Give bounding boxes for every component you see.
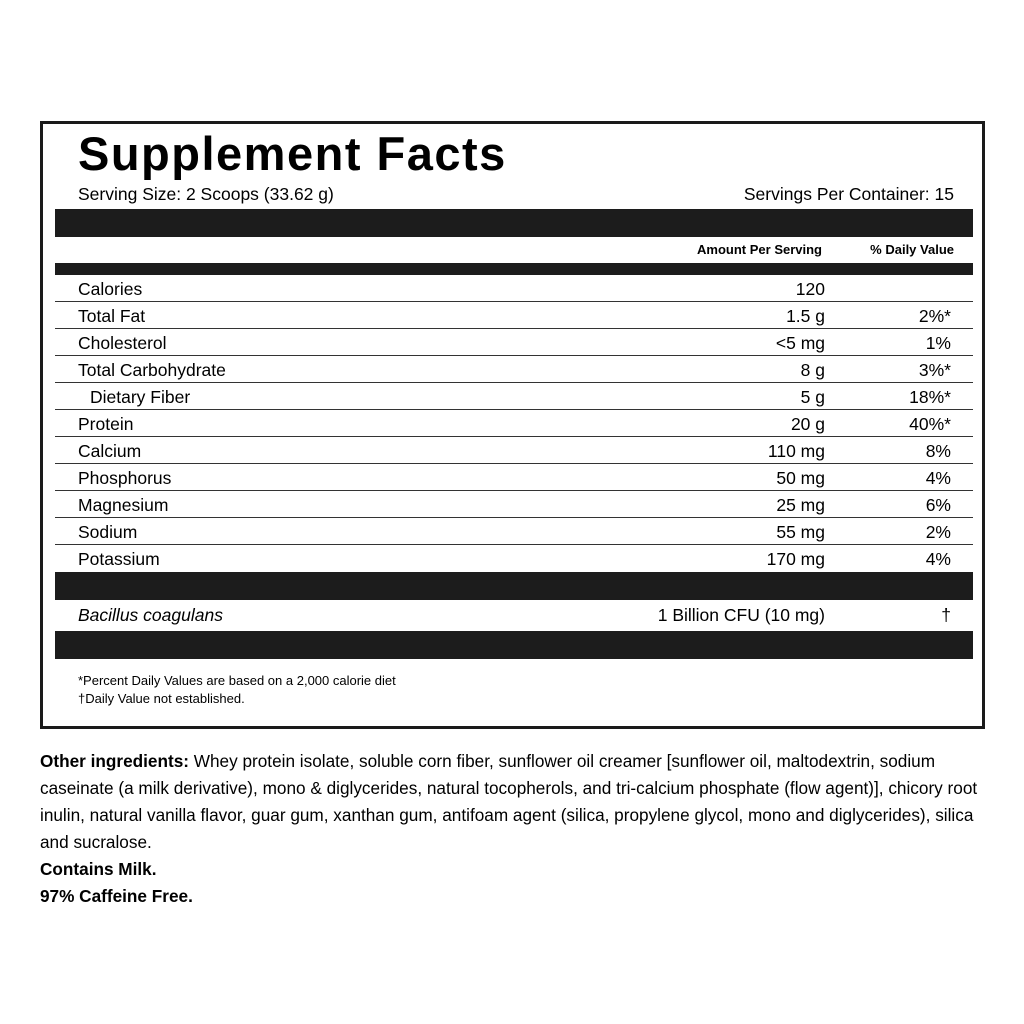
supplement-facts-panel bbox=[40, 121, 985, 729]
table-row bbox=[55, 302, 973, 329]
table-row bbox=[55, 518, 973, 545]
nutrient-daily-value: 8% bbox=[925, 441, 951, 461]
nutrient-daily-value: 2% bbox=[925, 522, 951, 542]
nutrient-daily-value: 4% bbox=[925, 549, 951, 569]
nutrient-name: Dietary Fiber bbox=[90, 387, 191, 407]
table-row bbox=[55, 464, 973, 491]
ingredients-label: Other ingredients: bbox=[40, 751, 189, 771]
divider-bar-middle bbox=[55, 572, 973, 600]
table-row bbox=[55, 329, 973, 356]
nutrient-amount: 5 g bbox=[800, 387, 825, 407]
nutrient-name: Total Carbohydrate bbox=[78, 360, 226, 380]
divider-bar-header bbox=[55, 263, 973, 275]
probiotic-daily-value: † bbox=[941, 605, 951, 625]
nutrient-daily-value: 2%* bbox=[918, 306, 951, 326]
nutrient-daily-value: 40%* bbox=[909, 414, 951, 434]
nutrient-daily-value: 1% bbox=[925, 333, 951, 353]
nutrient-amount: 25 mg bbox=[776, 495, 825, 515]
footnote-not-established: †Daily Value not established. bbox=[78, 691, 245, 706]
nutrient-name: Phosphorus bbox=[78, 468, 172, 488]
probiotic-amount: 1 Billion CFU (10 mg) bbox=[657, 605, 825, 625]
serving-size: Serving Size: 2 Scoops (33.62 g) bbox=[78, 184, 334, 204]
allergen-statement: Contains Milk. bbox=[40, 859, 157, 879]
table-row bbox=[55, 410, 973, 437]
nutrient-amount: 50 mg bbox=[776, 468, 825, 488]
caffeine-statement: 97% Caffeine Free. bbox=[40, 886, 193, 906]
amount-column-header: Amount Per Serving bbox=[697, 242, 822, 257]
nutrient-name: Magnesium bbox=[78, 495, 169, 515]
nutrient-table bbox=[55, 275, 973, 571]
panel-title: Supplement Facts bbox=[78, 127, 507, 180]
nutrient-amount: <5 mg bbox=[775, 333, 825, 353]
nutrient-name: Potassium bbox=[78, 549, 160, 569]
table-row bbox=[55, 545, 973, 571]
divider-bar-bottom bbox=[55, 631, 973, 659]
table-row bbox=[55, 275, 973, 302]
nutrient-amount: 120 bbox=[795, 279, 825, 299]
other-ingredients bbox=[40, 748, 985, 856]
nutrient-name: Total Fat bbox=[78, 306, 146, 326]
nutrient-daily-value: 6% bbox=[925, 495, 951, 515]
daily-value-column-header: % Daily Value bbox=[870, 242, 954, 257]
nutrient-amount: 1.5 g bbox=[786, 306, 825, 326]
nutrient-amount: 8 g bbox=[800, 360, 825, 380]
table-row bbox=[55, 437, 973, 464]
servings-per-container: Servings Per Container: 15 bbox=[743, 184, 954, 204]
nutrient-name: Protein bbox=[78, 414, 134, 434]
nutrient-amount: 170 mg bbox=[766, 549, 825, 569]
nutrient-name: Calcium bbox=[78, 441, 142, 461]
nutrient-name: Cholesterol bbox=[78, 333, 167, 353]
table-row bbox=[55, 356, 973, 383]
table-row bbox=[55, 491, 973, 518]
ingredients-text: Whey protein isolate, soluble corn fiber, sunflower oil creamer [sunflower oil, maltodextrin, sodium caseinate (a milk derivative), mono & diglycerides, natural tocopherols, and tri-calcium phosphate (flow agent)], chicory root inulin, natural vanilla flavor, guar gum, xanthan gum, antifoam agent (silica, propylene glycol, mono and diglycerides), silica and sucralose. bbox=[40, 751, 978, 852]
nutrient-name: Sodium bbox=[78, 522, 138, 542]
nutrient-amount: 20 g bbox=[790, 414, 825, 434]
footnote-daily-values: *Percent Daily Values are based on a 2,000 calorie diet bbox=[78, 673, 396, 688]
nutrient-name: Calories bbox=[78, 279, 143, 299]
probiotic-name: Bacillus coagulans bbox=[78, 605, 223, 625]
nutrient-daily-value: 18%* bbox=[909, 387, 951, 407]
divider-bar-top bbox=[55, 209, 973, 237]
nutrient-daily-value: 3%* bbox=[918, 360, 951, 380]
nutrient-daily-value: 4% bbox=[925, 468, 951, 488]
nutrient-amount: 110 mg bbox=[767, 441, 825, 461]
table-row bbox=[55, 383, 973, 410]
probiotic-row bbox=[55, 600, 973, 631]
nutrient-amount: 55 mg bbox=[776, 522, 825, 542]
